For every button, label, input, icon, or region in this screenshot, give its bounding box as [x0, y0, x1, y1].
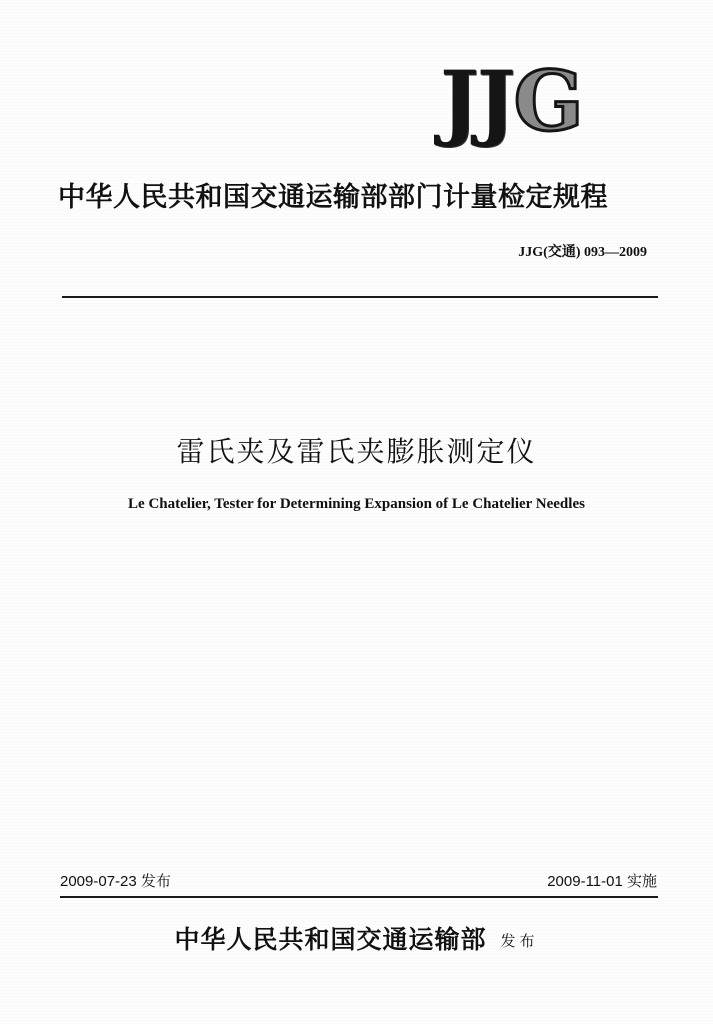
standard-series-title: 中华人民共和国交通运输部部门计量检定规程 — [58, 182, 608, 213]
publisher-name: 中华人民共和国交通运输部 — [174, 925, 487, 954]
logo-jj-letters: JJ — [440, 54, 514, 150]
publish-label: 发布 — [500, 932, 539, 950]
document-title-chinese: 雷氏夹及雷氏夹膨胀测定仪 — [176, 435, 537, 468]
standard-number: JJG(交通) 093—2009 — [518, 245, 647, 260]
logo-g-letter: G — [513, 54, 582, 150]
bottom-divider — [60, 896, 658, 898]
effective-date: 2009-11-01 实施 — [547, 873, 657, 890]
publisher-line — [0, 920, 713, 961]
jjg-logo — [440, 54, 660, 150]
top-divider — [62, 296, 658, 298]
document-title-english: Le Chatelier, Tester for Determining Expansion of Le Chatelier Needles — [128, 496, 585, 512]
issue-date: 2009-07-23 发布 — [60, 873, 171, 890]
